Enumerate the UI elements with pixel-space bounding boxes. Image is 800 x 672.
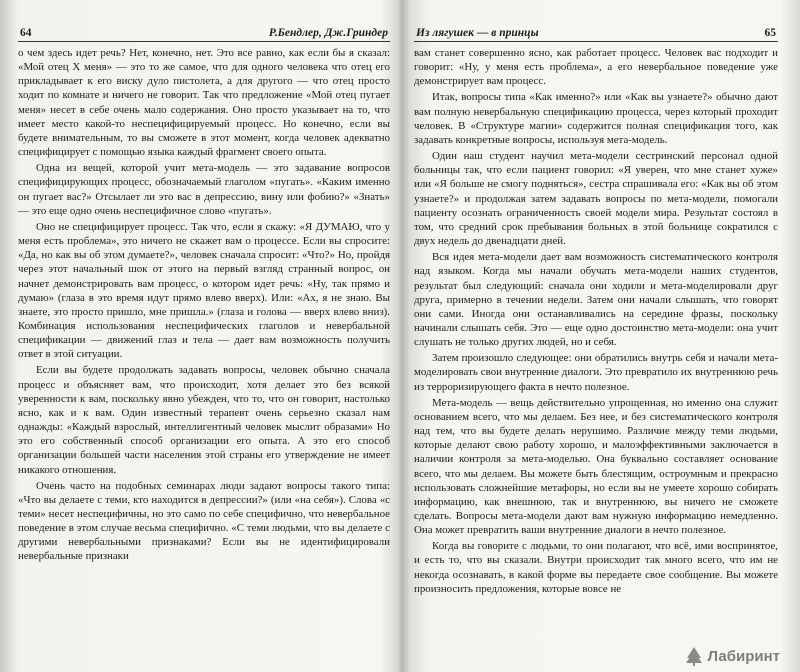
paragraph: вам станет совершенно ясно, как работает процесс. Человек вас подходит и говорит: «Ну, у меня есть проблема», а его невербальное поведение уже демонстрирует вам процесс.: [414, 47, 778, 88]
paragraph: Если вы будете продолжать задавать вопросы, человек обычно сначала процесс и объясняет вам, что происходит, хотя делает это без всякой уверенности к вам, поскольку явно убежден, что то, что он говорит, настолько ясно, как и к вам. Один известный терапевт очень серьезно сказал нам однажды: «Каждый взрослый, интеллигентный человек мыслит образами» Но это его собственный способ организации его опыта. А это его способ организации большей части населения этой страны его утверждение не имеет никакого отношения.: [18, 364, 390, 476]
tree-logo-icon: [685, 646, 703, 666]
watermark: [685, 646, 780, 666]
page-number: 64: [20, 27, 32, 39]
paragraph: Затем произошло следующее: они обратились внутрь себя и начали мета-моделировать свои внутренние диалоги. Это превратило их внутреннюю речь из терроризирующего факта в нечто полезное.: [414, 352, 778, 393]
paragraph: Вся идея мета-модели дает вам возможность систематического контроля над языком. Когда мы начали обучать мета-модели наших студентов, результат был следующий: сначала они ходили и мета-моделировали друг друга, примерно в течении недели. Затем они начали слышать, что говорят они сами. Иногда они останавливались на середине фразы, поскольку начинали слышать себя. Это — еще одно достоинство мета-модели: она учит слушать не только других людей, но и себя.: [414, 251, 778, 349]
left-page-header: [18, 16, 390, 42]
paragraph: Мета-модель — вещь действительно упрощенная, но именно она служит основанием всего, что мы делаем. Без нее, и без систематического контроля над тем, что вы будете делать нерушимо. Различие между теми людьми, которые делают свою работу хорошо, и малоэффективными заключается в наличии контроля за мета-моделью. Она буквально составляет основание всего, что мы делаем. Вы можете быть блестящим, остроумным и прекрасно использовать сложнейшие метафоры, но если вы не умеете хорошо собирать информацию, как внешнюю, так и внутреннюю, вы ничего не сможете сделать. Вопросы мета-модели дают вам нужную информацию немедленно. Она может превратить ваши внутренние диалоги в нечто полезное.: [414, 396, 778, 537]
paragraph: Когда вы говорите с людьми, то они полагают, что всё, ими воспринятое, и есть то, что вы сказали. Внутри происходит так много всего, что им не некогда осознавать, в какой форме вы передаете свое сообщение. Вы можете произносить предложения, которые вовсе не: [414, 540, 778, 595]
paragraph: Очень часто на подобных семинарах люди задают вопросы такого типа: «Что вы делаете с теми, кто находится в депрессии?» (или «на себя»). Слова «с теми» несет неспецифичны, но это само по себе специфично, что невербальное поведение в этом случае весьма специфично. «С теми людьми, что вы делаете с другими невербальными признаками? Если вы не идентифицировали невербальные признаки: [18, 479, 390, 563]
right-page: [414, 0, 778, 672]
paragraph: Итак, вопросы типа «Как именно?» или «Как вы узнаете?» обычно дают вам полную невербальную спецификацию процесса, через который проходит человек. В «Структуре магии» содержится полная спецификация того, как задавать конкретные вопросы, используя мета-модель.: [414, 91, 778, 146]
running-head: Из лягушек — в принцы: [416, 27, 539, 39]
right-page-body: [414, 46, 778, 596]
page-number: 65: [764, 27, 776, 39]
right-page-header: [414, 16, 778, 42]
running-head: Р.Бендлер, Дж.Гриндер: [268, 27, 388, 39]
paragraph: Одна из вещей, которой учит мета-модель — это задавание вопросов специфицирующих процесс, обозначаемый глаголом «пугать». «Каким именно он пугает вас?» Отсылает ли это вас в депрессию, вину или фобию?» «Знать» — это еще одно очень неспецифичное слово «пугать».: [18, 162, 390, 217]
paragraph: Оно не специфицирует процесс. Так что, если я скажу: «Я ДУМАЮ, что у меня есть проблема», это ничего не скажет вам о процессе. Если вы спросите: «Да, но как вы об этом думаете?», человек сначала спросит: «Что?» Но, пройдя через этот начальный шок от этого на первый взгляд странный вопрос, он начнет демонстрировать вам процесс, о котором идет речь: «Ну, так прямо и думаю» (глаза в это время идут прямо влево вверх). Или: «Ах, я не знаю. Вы знаете, это просто пришло, мне пришла.» (глаза и голова — вверх влево вниз). Комбинация использования неспецифических глаголов и невербальной спецификации — движений глаз и тела — дает вам возможность получить ответ в этой ситуации.: [18, 220, 390, 361]
left-page: [18, 0, 390, 672]
watermark-text: Лабиринт: [707, 647, 780, 665]
left-page-body: [18, 46, 390, 564]
paragraph: о чем здесь идет речь? Нет, конечно, нет. Это все равно, как если бы я сказал: «Мой отец X меня» — это то же самое, что для одного человека что отец его прикладывает к его виску дуло пистолета, а для другого — что отец просто ходит по комнате и ничего не говорит. Так что предложение «Мой отец пугает меня» несет в себе очень мало содержания. Оно просто указывает на то, что имеет место какой-то неспецифицируемый процесс. Но конечно, если вы будете внимательным, то вы сможете в этот момент, когда человек адекватно специфицирует с помощью языка каждый фрагмент своего опыта.: [18, 47, 390, 159]
paragraph: Один наш студент научил мета-модели сестринский персонал одной больницы так, что если пациент говорил: «Я уверен, что мне станет хуже» или «Я больше не смогу подняться», сестра спрашивала его: «Как вы об этом узнаете?» и продолжая затем задавать вопросы по мета-модели, помогали пациенту осознать ограниченность своей модели мира. Результат состоял в том, что средний срок пребывания больных в этой больнице сократился с двух недель до двенадцати дней.: [414, 150, 778, 248]
